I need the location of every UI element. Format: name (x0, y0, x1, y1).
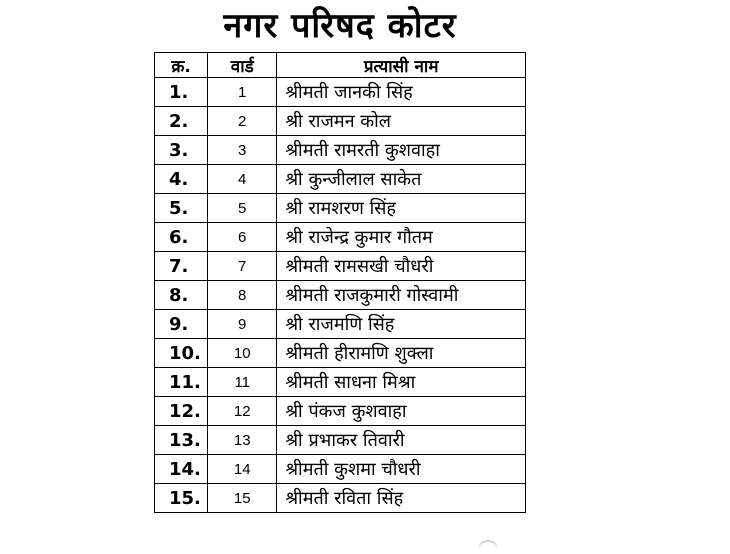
page-title: नगर परिषद कोटर (223, 6, 457, 46)
serial-cell: 9. (155, 310, 208, 339)
serial-cell: 13. (155, 426, 208, 455)
table-row (155, 426, 526, 455)
table-row (155, 165, 526, 194)
table-header-row (155, 53, 526, 78)
candidate-name-cell: श्री प्रभाकर तिवारी (277, 426, 526, 455)
candidate-name-cell: श्रीमती राजकुमारी गोस्वामी (277, 281, 526, 310)
ward-cell: 5 (208, 194, 277, 223)
ward-cell: 2 (208, 107, 277, 136)
table-row (155, 223, 526, 252)
faint-arc-mark (478, 540, 498, 554)
column-header-serial: क्र. (155, 53, 208, 78)
ward-cell: 13 (208, 426, 277, 455)
serial-cell: 2. (155, 107, 208, 136)
ward-cell: 4 (208, 165, 277, 194)
ward-cell: 12 (208, 397, 277, 426)
candidate-name-cell: श्रीमती साधना मिश्रा (277, 368, 526, 397)
candidate-name-cell: श्री राजमन कोल (277, 107, 526, 136)
ward-cell: 1 (208, 78, 277, 107)
table-row (155, 339, 526, 368)
serial-cell: 11. (155, 368, 208, 397)
candidate-name-cell: श्रीमती रामरती कुशवाहा (277, 136, 526, 165)
table-row (155, 281, 526, 310)
column-header-ward: वार्ड (208, 53, 277, 78)
candidate-name-cell: श्रीमती रामसखी चौधरी (277, 252, 526, 281)
table-row (155, 484, 526, 513)
candidate-name-cell: श्रीमती कुशमा चौधरी (277, 455, 526, 484)
serial-cell: 3. (155, 136, 208, 165)
serial-cell: 7. (155, 252, 208, 281)
serial-cell: 6. (155, 223, 208, 252)
serial-cell: 14. (155, 455, 208, 484)
candidate-name-cell: श्री रामशरण सिंह (277, 194, 526, 223)
serial-cell: 5. (155, 194, 208, 223)
table-row (155, 455, 526, 484)
table-row (155, 78, 526, 107)
ward-cell: 7 (208, 252, 277, 281)
serial-cell: 1. (155, 78, 208, 107)
serial-cell: 8. (155, 281, 208, 310)
ward-cell: 9 (208, 310, 277, 339)
serial-cell: 10. (155, 339, 208, 368)
candidate-name-cell: श्री राजेन्द्र कुमार गौतम (277, 223, 526, 252)
ward-cell: 11 (208, 368, 277, 397)
serial-cell: 12. (155, 397, 208, 426)
table-row (155, 397, 526, 426)
column-header-candidate-name: प्रत्यासी नाम (277, 53, 526, 78)
table-row (155, 194, 526, 223)
ward-cell: 10 (208, 339, 277, 368)
candidate-name-cell: श्री पंकज कुशवाहा (277, 397, 526, 426)
ward-cell: 8 (208, 281, 277, 310)
table-row (155, 310, 526, 339)
ward-cell: 14 (208, 455, 277, 484)
serial-cell: 15. (155, 484, 208, 513)
table-row (155, 136, 526, 165)
ward-cell: 3 (208, 136, 277, 165)
serial-cell: 4. (155, 165, 208, 194)
table-row (155, 368, 526, 397)
candidate-name-cell: श्री कुन्जीलाल साकेत (277, 165, 526, 194)
candidate-name-cell: श्री राजमणि सिंह (277, 310, 526, 339)
candidate-name-cell: श्रीमती जानकी सिंह (277, 78, 526, 107)
candidate-table (154, 52, 526, 513)
table-row (155, 107, 526, 136)
ward-cell: 6 (208, 223, 277, 252)
candidate-name-cell: श्रीमती रविता सिंह (277, 484, 526, 513)
table-row (155, 252, 526, 281)
candidate-name-cell: श्रीमती हीरामणि शुक्ला (277, 339, 526, 368)
ward-cell: 15 (208, 484, 277, 513)
